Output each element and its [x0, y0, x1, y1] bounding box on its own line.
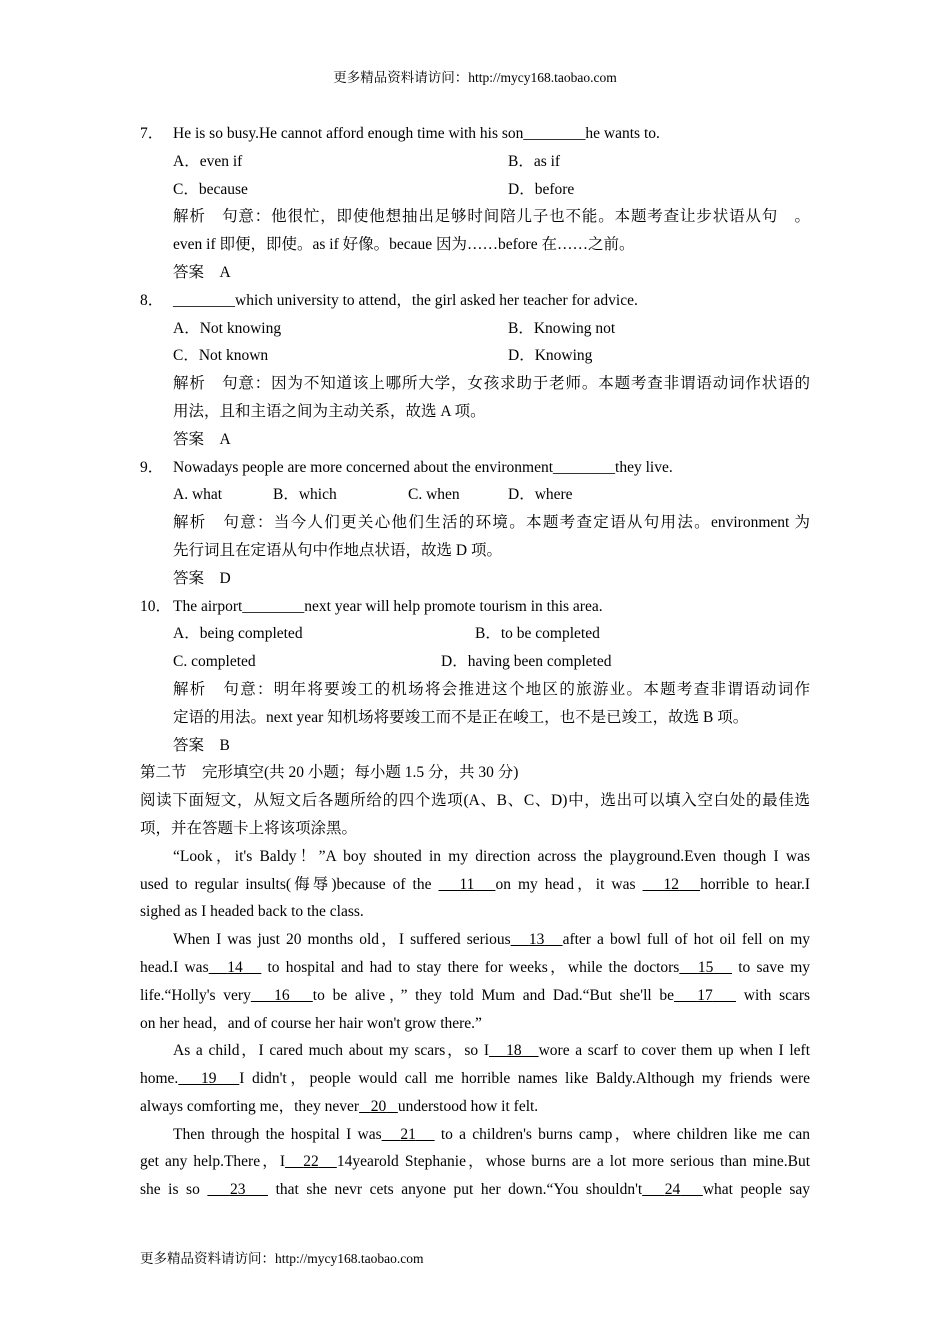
instruction-line: 阅读下面短文，从短文后各题所给的四个选项(A、B、C、D)中，选出可以填入空白处的最佳选 — [140, 792, 810, 810]
section-note: (共 20 小题；每小题 1.5 分，共 30 分) — [264, 764, 519, 782]
option-b: B．Knowing not — [508, 319, 616, 337]
page-header: 更多精品资料请访问：http://mycy168.taobao.com — [333, 70, 617, 85]
options-row — [140, 342, 810, 370]
option-d: D．having been completed — [441, 653, 612, 671]
question-9 — [140, 454, 810, 482]
options-row — [140, 648, 810, 676]
passage-line: life.“Holly's very 16 to be alive，” they told Mum and Dad.“But she'll be 17 with scars — [140, 986, 811, 1004]
options-row — [140, 315, 810, 343]
blank-16: 16 — [274, 986, 290, 1004]
passage-line: sighed as I headed back to the class. — [140, 903, 364, 921]
analysis-line: 解析 句意：因为不知道该上哪所大学，女孩求助于老师。本题考查非谓语动词作状语的 — [173, 375, 810, 393]
blank-11: 11 — [459, 875, 475, 893]
question-number: 8． — [140, 291, 164, 309]
section-heading — [140, 759, 810, 787]
option-c: C. completed — [173, 653, 256, 671]
passage-line: Then through the hospital I was 21 to a children's burns camp，where children like me can — [173, 1125, 810, 1143]
analysis-line: 解析 句意：他很忙，即使他想抽出足够时间陪儿子也不能。本题考查让步状语从句 。 — [173, 208, 810, 226]
blank-12: 12 — [663, 875, 680, 893]
option-a: A. what — [173, 486, 223, 504]
option-c: C．because — [173, 180, 248, 198]
analysis-line: 用法，且和主语之间为主动关系，故选 A 项。 — [173, 402, 486, 420]
blank-18: 18 — [506, 1042, 522, 1060]
analysis-line: 定语的用法。next year 知机场将要竣工而不是正在峻工，也不是已竣工，故选 B 项。 — [173, 708, 749, 726]
option-d: D．before — [508, 180, 575, 198]
blank-14: 14 — [227, 958, 243, 976]
option-a: A．being completed — [173, 625, 303, 643]
option-c: C. when — [408, 486, 460, 504]
passage-line: As a child，I cared much about my scars，so I 18 wore a scarf to cover them up when I left — [173, 1042, 811, 1060]
passage-line: always comforting me，they never 20 understood how it felt. — [140, 1097, 539, 1115]
question-7 — [140, 120, 810, 148]
option-a: A．Not knowing — [173, 319, 282, 337]
page-footer: 更多精品资料请访问：http://mycy168.taobao.com — [140, 1251, 424, 1266]
question-text: Nowadays people are more concerned about the environment________they live. — [173, 458, 673, 476]
options-row — [140, 620, 810, 648]
question-text: The airport________next year will help promote tourism in this area. — [173, 597, 603, 615]
passage-line: When I was just 20 months old，I suffered serious 13 after a bowl full of hot oil fell on my — [173, 931, 811, 949]
analysis-line: 先行词且在定语从句中作地点状语，故选 D 项。 — [173, 541, 502, 559]
question-number: 9． — [140, 458, 164, 476]
blank-24: 24 — [664, 1181, 681, 1199]
blank-17: 17 — [697, 986, 713, 1004]
blank-21: 21 — [400, 1125, 416, 1143]
option-a: A．even if — [173, 152, 243, 170]
blank-15: 15 — [697, 958, 714, 976]
option-b: B．to be completed — [475, 625, 600, 643]
question-text: ________which university to attend，the girl asked her teacher for advice. — [173, 291, 638, 309]
blank-23: 23 — [229, 1181, 246, 1199]
blank-22: 22 — [303, 1153, 319, 1171]
answer-line: 答案 B — [173, 736, 230, 754]
answer-line: 答案 D — [173, 569, 231, 587]
passage-line: used to regular insults(侮辱)because of the 11 on my head，it was 12 horrible to hear.I — [140, 875, 811, 893]
question-10 — [140, 593, 810, 621]
page-content — [140, 120, 810, 1204]
options-row — [140, 148, 810, 176]
passage-line: home. 19 I didn't，people would call me horrible names like Baldy.Although my friends were — [140, 1070, 811, 1088]
options-row — [140, 481, 810, 509]
question-number: 7． — [140, 125, 164, 142]
analysis-line: 解析 句意：明年将要竣工的机场将会推进这个地区的旅游业。本题考查非谓语动词作 — [173, 680, 810, 698]
question-text: He is so busy.He cannot afford enough time with his son________he wants to. — [173, 125, 660, 142]
blank-19: 19 — [201, 1070, 217, 1088]
blank-13: 13 — [528, 931, 545, 949]
answer-line: 答案 A — [173, 263, 231, 281]
passage-line: on her head，and of course her hair won't grow there.” — [140, 1014, 482, 1032]
passage-line: head.I was 14 to hospital and had to stay there for weeks，while the doctors 15 to save my — [140, 958, 811, 976]
analysis-line: 解析 句意：当今人们更关心他们生活的环境。本题考查定语从句用法。environment 为 — [173, 514, 810, 532]
passage-line: she is so 23 that she nevr cets anyone put her down.“You shouldn't 24 what people say — [140, 1181, 811, 1199]
instruction-line: 项，并在答题卡上将该项涂黑。 — [140, 819, 358, 837]
passage-line: get any help.There，I 22 14yearold Stephanie，whose burns are a lot more serious than mine.But — [140, 1153, 811, 1171]
option-c: C．Not known — [173, 347, 269, 365]
option-d: D．Knowing — [508, 347, 593, 365]
question-8 — [140, 287, 810, 315]
blank-20: 20 — [370, 1097, 387, 1115]
answer-line: 答案 A — [173, 430, 231, 448]
options-row — [140, 176, 810, 204]
section-title: 第二节 完形填空 — [140, 764, 265, 782]
question-number: 10． — [140, 597, 172, 615]
option-d: D．where — [508, 486, 573, 504]
passage-line: “Look，it's Baldy！”A boy shouted in my direction across the playground.Even though I was — [173, 847, 810, 865]
analysis-line: even if 即便，即使。as if 好像。becaue 因为……before 在……之前。 — [173, 236, 635, 254]
option-b: B．as if — [508, 152, 561, 170]
option-b: B．which — [273, 486, 337, 504]
